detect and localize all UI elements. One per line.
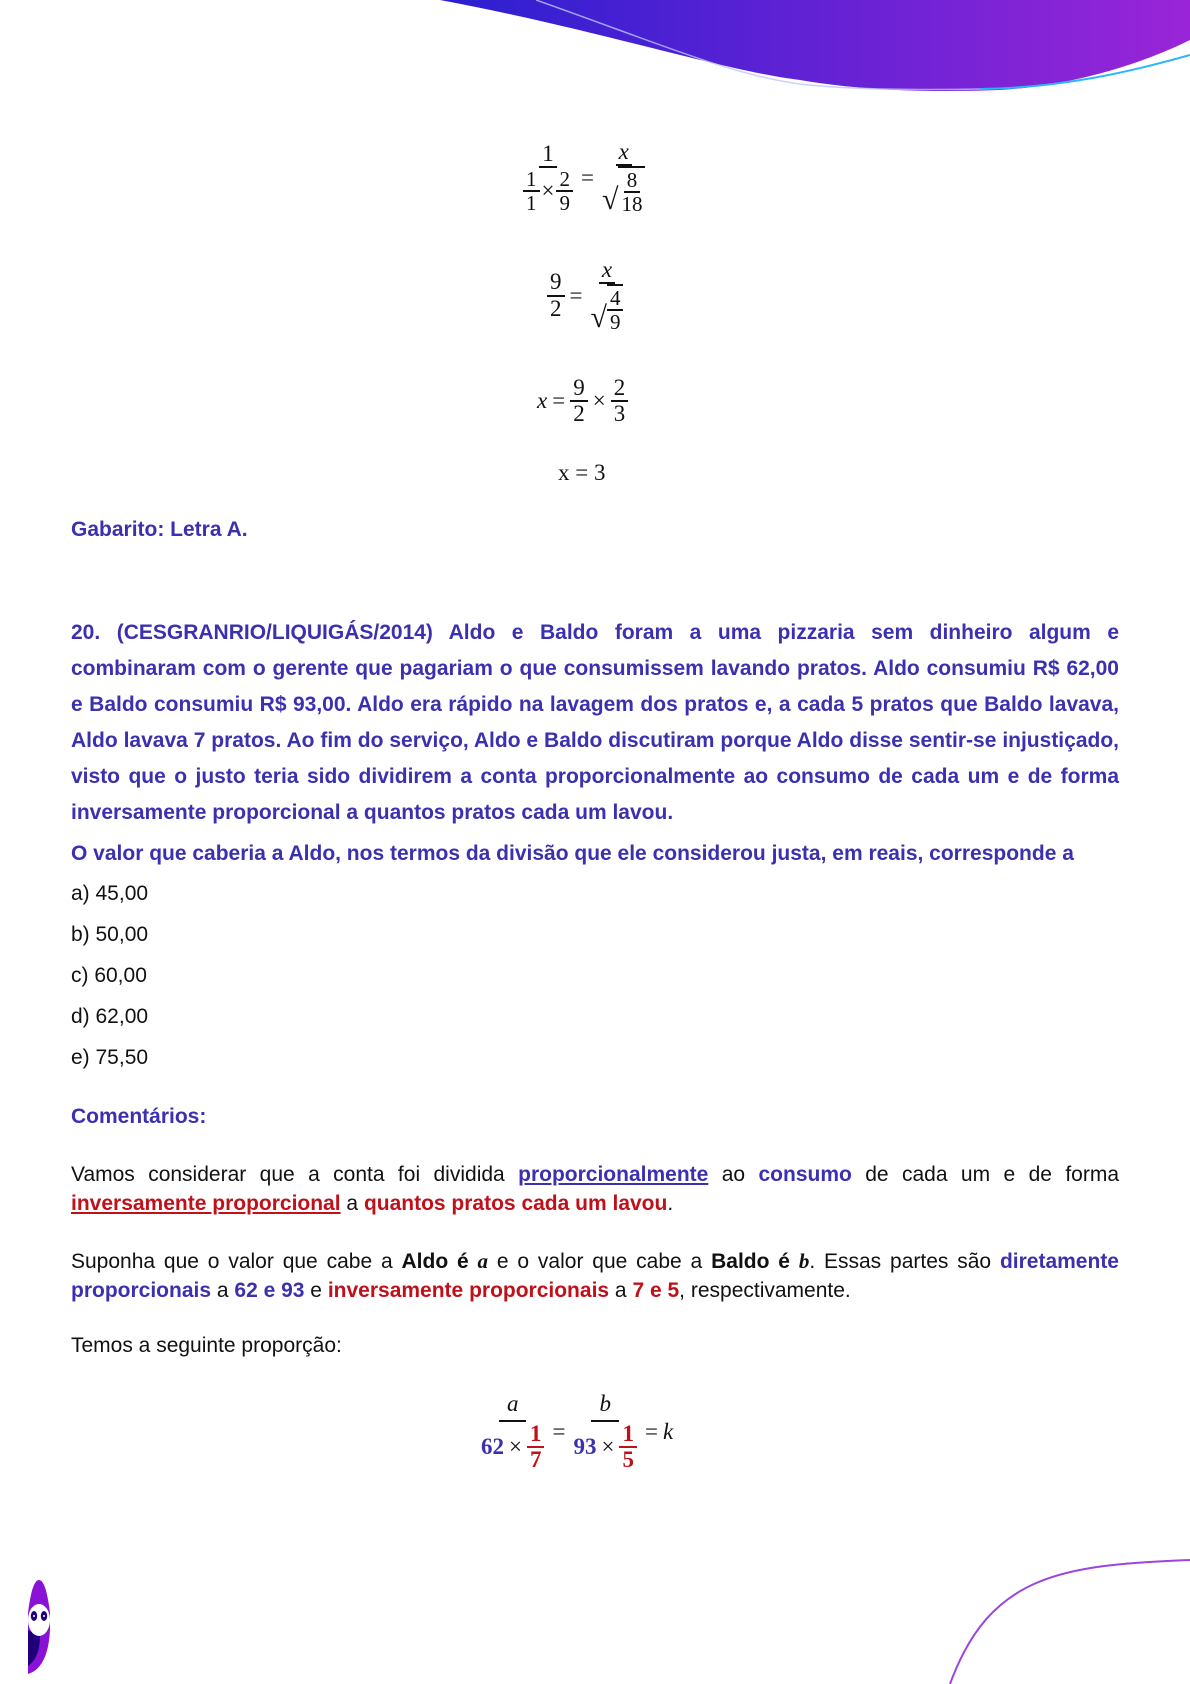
fraction-num: 9 — [547, 270, 565, 296]
numerator: x — [599, 258, 615, 284]
times-sign: × — [601, 1434, 615, 1460]
numerator: b — [591, 1392, 619, 1422]
equals-sign: = — [569, 282, 583, 308]
fraction-den: 3 — [613, 401, 626, 427]
equals-sign: = — [644, 1419, 658, 1445]
fraction-den: 9 — [559, 190, 570, 215]
option-b: b) 50,00 — [71, 923, 149, 946]
text: . — [667, 1192, 674, 1215]
fraction-den: 1 — [526, 190, 537, 215]
option-d: d) 62,00 — [71, 1005, 149, 1028]
fraction-den: 5 — [622, 1447, 634, 1473]
equation-3 — [537, 376, 628, 426]
equals-sign: = — [580, 164, 594, 190]
fraction-num: 1 — [523, 168, 540, 192]
fraction-num: 4 — [607, 287, 624, 311]
fraction-den: 7 — [529, 1447, 542, 1473]
text: Vamos considerar que a conta foi dividida — [71, 1163, 519, 1186]
fraction-num: 2 — [611, 376, 629, 402]
paragraph-2 — [71, 1247, 1119, 1305]
times-sign: × — [541, 177, 555, 203]
footer-curve-decoration — [0, 1555, 1190, 1684]
variable-a: a — [477, 1249, 489, 1273]
bold-text: Baldo é — [711, 1250, 799, 1273]
square-root: √ $\frac{8}{18}$ — [599, 166, 648, 215]
highlight: diretamente proporcionais — [71, 1250, 1119, 1302]
highlight: 62 e 93 — [234, 1279, 305, 1302]
highlight: 7 e 5 — [632, 1279, 680, 1302]
highlight: proporcionalmente — [518, 1163, 709, 1186]
proportion-equation — [478, 1392, 673, 1472]
variable: x — [537, 388, 548, 414]
fraction-den: 18 — [621, 192, 643, 217]
text: e — [304, 1279, 328, 1302]
equals-sign: = — [552, 1419, 566, 1445]
bold-text: Aldo é — [401, 1250, 478, 1273]
paragraph-1 — [71, 1160, 1119, 1218]
highlight: inversamente proporcionais — [327, 1279, 610, 1302]
highlight: quantos pratos cada um lavou — [363, 1192, 668, 1215]
times-sign: × — [509, 1434, 522, 1460]
fraction-den: 9 — [609, 310, 621, 335]
option-a: a) 45,00 — [71, 882, 149, 905]
square-root: √ $\frac{4}{9}$ — [587, 284, 626, 333]
times-sign: × — [592, 388, 606, 414]
fraction-num: 2 — [556, 168, 573, 192]
text: a — [211, 1279, 235, 1302]
text: de cada um e de forma — [851, 1163, 1120, 1186]
text: . Essas partes são — [809, 1250, 1000, 1273]
fraction-num: 8 — [624, 169, 641, 193]
multiplier: 62 — [481, 1434, 504, 1460]
fraction-num: 1 — [527, 1422, 545, 1448]
highlight: inversamente proporcional — [71, 1192, 341, 1215]
question-prompt: O valor que caberia a Aldo, nos termos da divisão que ele considerou justa, em reais, corresponde a — [71, 842, 1074, 865]
text: ao — [708, 1163, 759, 1186]
numerator: a — [499, 1392, 527, 1422]
fraction-num: 1 — [619, 1422, 637, 1448]
multiplier: 93 — [573, 1434, 597, 1460]
text: e o valor que cabe a — [488, 1250, 712, 1273]
constant-k: k — [662, 1419, 674, 1445]
fraction-den: 2 — [550, 295, 562, 321]
option-e: e) 75,50 — [71, 1046, 149, 1069]
equation-2 — [547, 258, 626, 333]
equation-4 — [558, 460, 605, 486]
numerator: 1 — [539, 142, 557, 168]
text: , respectivamente. — [679, 1279, 851, 1302]
equals-sign: = — [552, 388, 566, 414]
text: a — [340, 1192, 364, 1215]
comments-title: Comentários: — [71, 1105, 207, 1128]
fraction-den: 2 — [573, 401, 585, 427]
paragraph-3: Temos a seguinte proporção: — [71, 1334, 342, 1357]
text: a — [609, 1279, 633, 1302]
equation-1 — [520, 140, 648, 215]
text: Suponha que o valor que cabe a — [71, 1250, 402, 1273]
highlight: consumo — [758, 1163, 852, 1186]
question-text: 20. (CESGRANRIO/LIQUIGÁS/2014) Aldo e Baldo foram a uma pizzaria sem dinheiro algum e combinaram com o gerente que pagariam o que consumissem lavando pratos. Aldo consumiu R$ 62,00 e Baldo consumiu R$ 93,00. Aldo era rápido na lavagem dos pratos e, a cada 5 pratos que Baldo lavava, Aldo lavava 7 pratos. Ao fim do serviço, Aldo e Baldo discutiram porque Aldo disse sentir-se injustiçado, visto que o justo teria sido dividirem a conta proporcionalmente ao consumo de cada um e de forma inversamente proporcional a quantos pratos cada um lavou. — [71, 621, 1119, 824]
numerator: x — [616, 140, 632, 166]
header-wave-decoration — [0, 0, 1190, 110]
answer-key: Gabarito: Letra A. — [71, 518, 248, 541]
variable-b: b — [798, 1249, 810, 1273]
fraction-num: 9 — [570, 376, 588, 402]
option-c: c) 60,00 — [71, 964, 147, 987]
result: x = 3 — [558, 460, 606, 485]
